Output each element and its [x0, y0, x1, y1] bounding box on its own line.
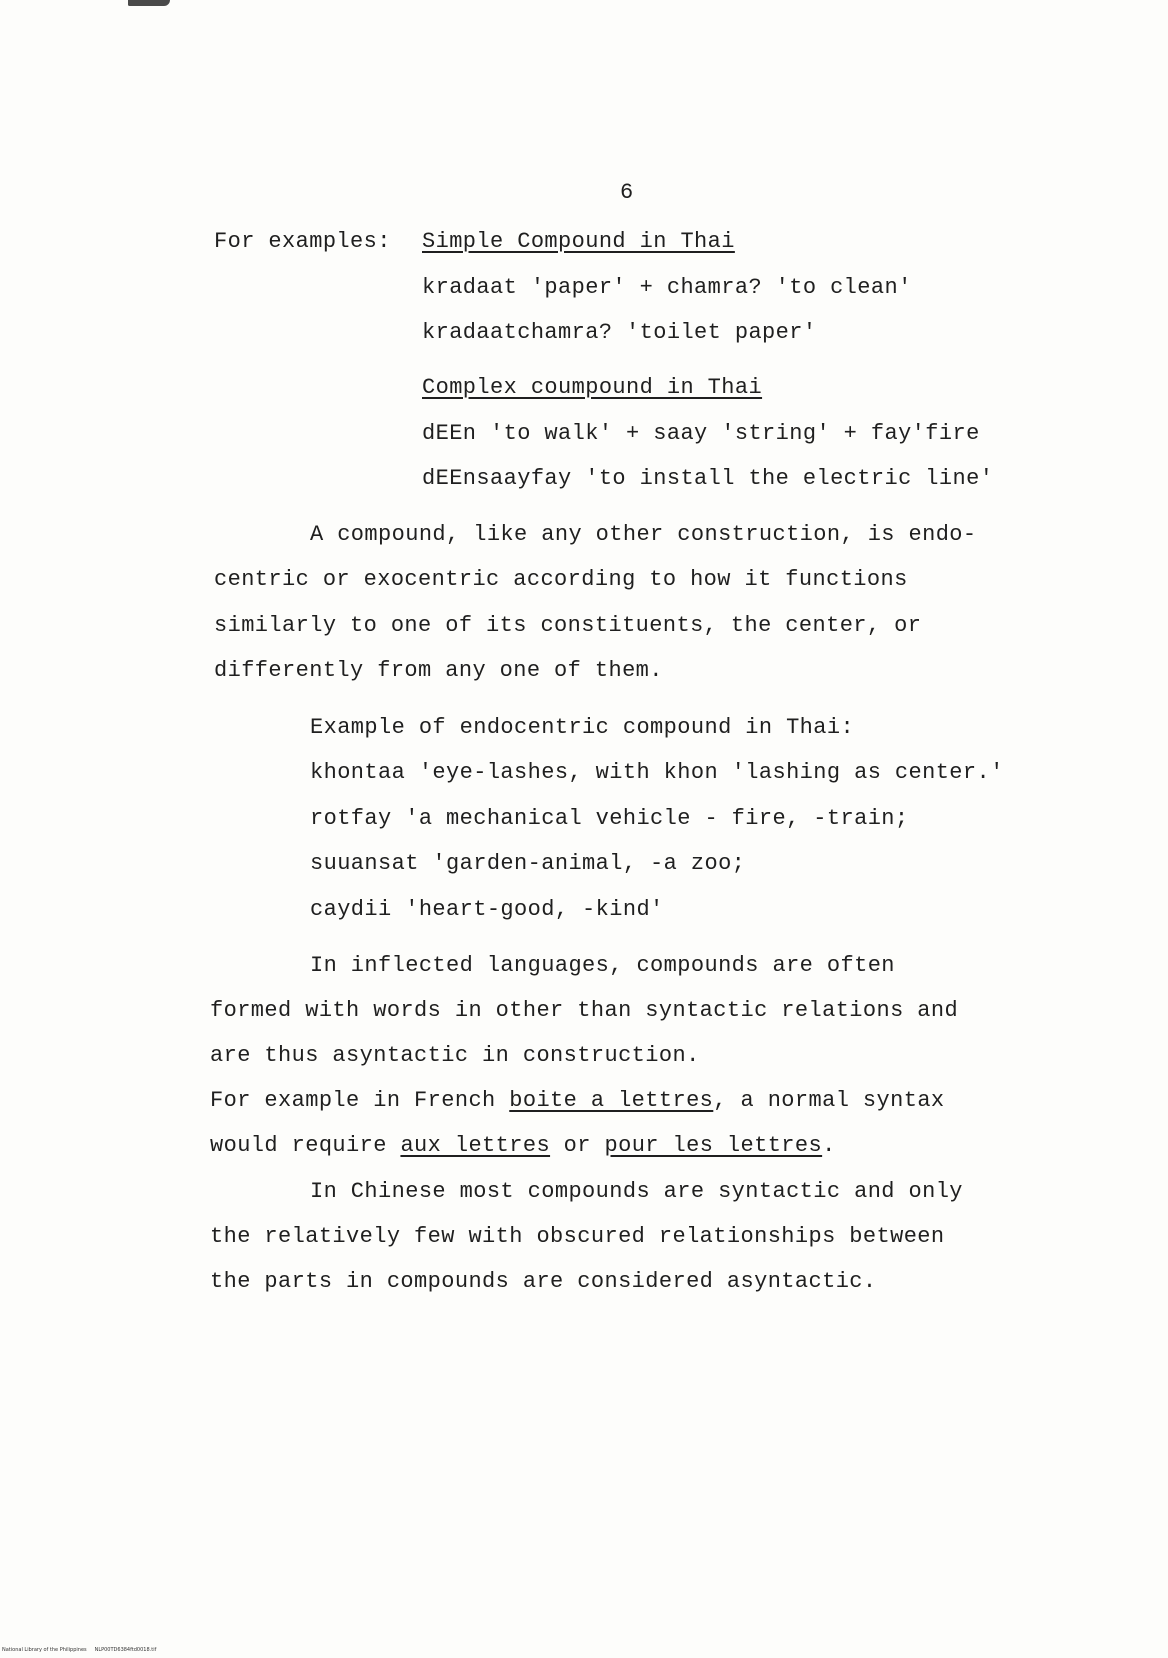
- french-text: would require: [210, 1133, 401, 1158]
- complex-compound-line: dEEnsaayfay 'to install the electric line': [422, 466, 994, 491]
- paragraph-line: In Chinese most compounds are syntactic and only: [310, 1179, 963, 1204]
- endocentric-example: suuansat 'garden-animal, -a zoo;: [310, 851, 746, 876]
- page-number: 6: [620, 180, 634, 205]
- endocentric-example: rotfay 'a mechanical vehicle - fire, -train;: [310, 806, 909, 831]
- french-text: For example in French: [210, 1088, 510, 1113]
- paragraph-line: differently from any one of them.: [214, 658, 663, 683]
- french-term: boite a lettres: [509, 1088, 714, 1113]
- paragraph-line: A compound, like any other construction, is endo-: [310, 522, 977, 547]
- french-term: aux lettres: [400, 1133, 551, 1158]
- endocentric-example: caydii 'heart-good, -kind': [310, 897, 664, 922]
- examples-label: For examples:: [214, 229, 391, 254]
- paragraph-line: are thus asyntactic in construction.: [210, 1043, 700, 1068]
- french-text: , a normal syntax: [713, 1088, 945, 1113]
- french-text: or: [550, 1133, 605, 1158]
- french-term: pour les lettres: [604, 1133, 823, 1158]
- paragraph-line: the parts in compounds are considered asyntactic.: [210, 1269, 877, 1294]
- simple-compound-line: kradaat 'paper' + chamra? 'to clean': [422, 275, 912, 300]
- endocentric-example: khontaa 'eye-lashes, with khon 'lashing as center.': [310, 760, 1004, 785]
- paragraph-line: the relatively few with obscured relationships between: [210, 1224, 945, 1249]
- french-example-line: [210, 1132, 836, 1160]
- paragraph-line: In inflected languages, compounds are often: [310, 953, 895, 978]
- paragraph-line: centric or exocentric according to how it functions: [214, 567, 908, 592]
- simple-compound-line: kradaatchamra? 'toilet paper': [422, 320, 817, 345]
- complex-compound-line: dEEn 'to walk' + saay 'string' + fay'fire: [422, 421, 980, 446]
- paragraph-line: similarly to one of its constituents, the center, or: [214, 613, 922, 638]
- complex-compound-heading: Complex coumpound in Thai: [422, 375, 763, 400]
- scan-footer: National Library of the Philippines NLP00TD6384ftd0018.tif: [2, 1647, 157, 1653]
- scan-artifact: [128, 0, 170, 6]
- french-example-line: [210, 1087, 945, 1115]
- french-text: .: [822, 1133, 836, 1158]
- endocentric-heading: Example of endocentric compound in Thai:: [310, 715, 855, 740]
- simple-compound-heading: Simple Compound in Thai: [422, 229, 735, 254]
- paragraph-line: formed with words in other than syntactic relations and: [210, 998, 959, 1023]
